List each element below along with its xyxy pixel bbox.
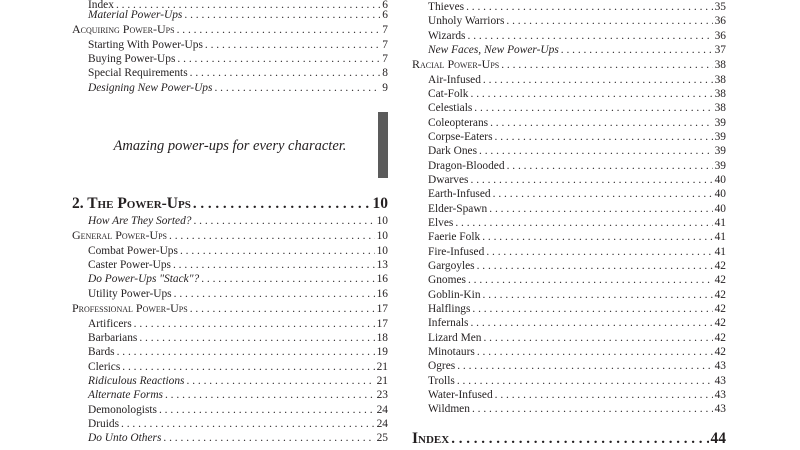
dot-leader	[190, 66, 381, 80]
entry-title: Demonologists	[88, 403, 157, 416]
entry-title: Do Unto Others	[88, 432, 162, 445]
toc-entry-utility-power-ups[interactable]	[72, 287, 388, 301]
toc-entry-unholy-warriors[interactable]	[412, 14, 726, 28]
page-number: 18	[376, 331, 388, 344]
page-number: 39	[714, 159, 726, 172]
toc-entry-artificers[interactable]	[72, 317, 388, 331]
entry-title: Designing New Power-Ups	[88, 81, 213, 94]
toc-entry-special-requirements[interactable]	[72, 66, 388, 80]
entry-title: Index	[412, 429, 450, 447]
entry-title: Dark Ones	[428, 145, 478, 158]
entry-title: Caster Power-Ups	[88, 259, 171, 272]
dot-leader	[483, 331, 712, 345]
dot-leader	[489, 202, 712, 216]
toc-entry-bards[interactable]	[72, 345, 388, 359]
toc-entry-water-infused[interactable]	[412, 388, 726, 402]
page-number: 24	[376, 417, 388, 430]
entry-title: Bards	[88, 346, 115, 359]
entry-title: Acquiring Power-Ups	[72, 22, 175, 37]
toc-entry-dragon-blooded[interactable]	[412, 159, 726, 173]
entry-title: Elder-Spawn	[428, 202, 488, 215]
dot-leader	[177, 23, 381, 38]
page-number: 44	[710, 429, 726, 447]
dot-leader	[116, 0, 380, 8]
page-number: 43	[714, 374, 726, 387]
entry-title: Racial Power-Ups	[412, 57, 500, 72]
toc-entry-corpse-eaters[interactable]	[412, 130, 726, 144]
dot-leader	[477, 345, 713, 359]
toc-entry-minotaurs[interactable]	[412, 345, 726, 359]
dot-leader	[457, 374, 713, 388]
dot-leader	[201, 272, 374, 286]
entry-title: Starting With Power-Ups	[88, 38, 203, 51]
dot-leader	[468, 29, 713, 43]
dot-leader	[472, 302, 712, 316]
toc-entry-fire-infused[interactable]	[412, 245, 726, 259]
page-number: 42	[714, 288, 726, 301]
page-number: 38	[714, 59, 726, 72]
entry-title: Elves	[428, 217, 454, 230]
toc-entry-buying-power-ups[interactable]	[72, 52, 388, 66]
toc-entry-trolls[interactable]	[412, 374, 726, 388]
entry-title: Alternate Forms	[88, 389, 163, 402]
toc-entry-earth-infused[interactable]	[412, 187, 726, 201]
toc-entry-dwarves[interactable]	[412, 173, 726, 187]
page-number: 16	[376, 273, 388, 286]
entry-title: Buying Power-Ups	[88, 53, 176, 66]
toc-entry-gnomes[interactable]	[412, 273, 726, 287]
dot-leader	[163, 431, 374, 445]
dot-leader	[470, 316, 712, 330]
entry-title: Clerics	[88, 360, 121, 373]
toc-entry-new-faces-new-power-ups[interactable]	[412, 43, 726, 57]
toc-entry-elder-spawn[interactable]	[412, 202, 726, 216]
dot-leader	[493, 187, 713, 201]
dot-leader	[468, 273, 713, 287]
page-number: 42	[714, 274, 726, 287]
entry-title: Wildmen	[428, 403, 470, 416]
dot-leader	[205, 38, 380, 52]
dot-leader	[184, 8, 380, 22]
page-number: 7	[382, 24, 388, 37]
page-number: 8	[382, 67, 388, 80]
page-number: 39	[714, 131, 726, 144]
dot-leader	[180, 244, 375, 258]
toc-chapter-index[interactable]	[412, 429, 726, 449]
toc-entry-thieves[interactable]	[412, 0, 726, 14]
dot-leader	[466, 0, 713, 14]
page-number: 38	[714, 88, 726, 101]
page-number: 10	[376, 230, 388, 243]
dot-leader	[174, 287, 375, 301]
page-number: 23	[376, 389, 388, 402]
page-number: 40	[714, 202, 726, 215]
toc-entry-ogres[interactable]	[412, 359, 726, 373]
page-number: 43	[714, 389, 726, 402]
dot-leader	[474, 101, 712, 115]
entry-title: Faerie Folk	[428, 231, 481, 244]
entry-title: Material Power-Ups	[88, 9, 183, 21]
entry-title: Celestials	[428, 102, 473, 115]
page-number: 9	[382, 81, 388, 94]
entry-title: Dragon-Blooded	[428, 159, 505, 172]
dot-leader	[193, 194, 371, 214]
toc-entry-starting-with-power-ups[interactable]	[72, 38, 388, 52]
entry-title: Utility Power-Ups	[88, 287, 172, 300]
page-number: 24	[376, 403, 388, 416]
dot-leader	[165, 388, 375, 402]
page-number: 43	[714, 360, 726, 373]
page-number: 7	[382, 38, 388, 51]
toc-entry-wildmen[interactable]	[412, 402, 726, 416]
entry-title: Minotaurs	[428, 346, 475, 359]
page-number: 43	[714, 403, 726, 416]
entry-title: Gnomes	[428, 274, 466, 287]
toc-entry-druids[interactable]	[72, 417, 388, 431]
toc-entry-lizard-men[interactable]	[412, 331, 726, 345]
toc-entry-cat-folk[interactable]	[412, 87, 726, 101]
entry-title: Professional Power-Ups	[72, 301, 188, 316]
toc-entry-infernals[interactable]	[412, 316, 726, 330]
toc-entry-dark-ones[interactable]	[412, 144, 726, 158]
toc-entry-do-power-ups-stack[interactable]	[72, 272, 388, 286]
entry-title: Ogres	[428, 360, 456, 373]
entry-title: New Faces, New Power-Ups	[428, 43, 559, 56]
toc-entry-elves[interactable]	[412, 216, 726, 230]
toc-left-top	[72, 0, 388, 95]
entry-title: How Are They Sorted?	[88, 215, 192, 227]
dot-leader	[451, 429, 708, 449]
page-number: 40	[714, 188, 726, 201]
entry-title: Druids	[88, 417, 120, 430]
dot-leader	[482, 230, 712, 244]
dot-leader	[134, 317, 375, 331]
entry-title: Do Power-Ups "Stack"?	[88, 273, 200, 286]
toc-section-racial-power-ups[interactable]	[412, 57, 726, 73]
dot-leader	[214, 81, 380, 95]
entry-title: Corpse-Eaters	[428, 131, 493, 144]
dot-leader	[187, 374, 375, 388]
dot-leader	[486, 245, 712, 259]
dot-leader	[169, 229, 375, 244]
page-number: 36	[714, 29, 726, 42]
entry-title: Lizard Men	[428, 331, 482, 344]
page-number: 38	[714, 102, 726, 115]
dot-leader	[479, 144, 713, 158]
entry-title: Thieves	[428, 1, 465, 13]
tagline: Amazing power-ups for every character.	[113, 138, 347, 154]
entry-title: Gargoyles	[428, 260, 475, 273]
page-number: 10	[376, 215, 388, 227]
page-number: 39	[714, 116, 726, 129]
dot-leader	[471, 173, 713, 187]
dot-leader	[490, 116, 713, 130]
page-number: 21	[376, 360, 388, 373]
toc-entry-designing-new-power-ups[interactable]	[72, 81, 388, 95]
dot-leader	[193, 214, 374, 228]
dot-leader	[117, 345, 375, 359]
page-number: 42	[714, 331, 726, 344]
entry-title: Air-Infused	[428, 73, 481, 86]
toc-entry-celestials[interactable]	[412, 101, 726, 115]
page-number: 38	[714, 73, 726, 86]
page-number: 10	[372, 195, 388, 212]
entry-title: Goblin-Kin	[428, 288, 481, 301]
page-number: 19	[376, 346, 388, 359]
entry-title: 2. The Power-Ups	[72, 195, 191, 212]
dot-leader	[506, 14, 712, 28]
toc-entry-alternate-forms[interactable]	[72, 388, 388, 402]
page-number: 21	[376, 374, 388, 387]
entry-title: Combat Power-Ups	[88, 244, 178, 257]
dot-leader	[507, 159, 713, 173]
toc-entry-wizards[interactable]	[412, 29, 726, 43]
page-number: 36	[714, 15, 726, 28]
page-number: 41	[714, 217, 726, 230]
toc-section-professional-power-ups[interactable]	[72, 301, 388, 317]
entry-title: Halflings	[428, 303, 471, 316]
page-number: 16	[376, 287, 388, 300]
dot-leader	[139, 331, 374, 345]
dot-leader	[501, 58, 712, 73]
toc-entry-index[interactable]	[72, 0, 388, 8]
page-number: 10	[376, 244, 388, 257]
toc-entry-how-are-they-sorted[interactable]	[72, 214, 388, 228]
dot-leader	[471, 87, 713, 101]
toc-entry-gargoyles[interactable]	[412, 259, 726, 273]
page-number: 17	[376, 317, 388, 330]
toc-left-bottom	[72, 194, 388, 446]
toc-entry-clerics[interactable]	[72, 360, 388, 374]
toc-entry-faerie-folk[interactable]	[412, 230, 726, 244]
dot-leader	[121, 417, 375, 431]
toc-right	[412, 0, 726, 449]
entry-title: Infernals	[428, 317, 469, 330]
entry-title: Earth-Infused	[428, 188, 491, 201]
toc-chapter-2-the-power-ups[interactable]	[72, 194, 388, 214]
page-number: 40	[714, 174, 726, 187]
toc-entry-air-infused[interactable]	[412, 73, 726, 87]
toc-entry-material-power-ups[interactable]	[72, 8, 388, 22]
page-number: 42	[714, 346, 726, 359]
entry-title: Fire-Infused	[428, 245, 485, 258]
page-number: 41	[714, 245, 726, 258]
entry-title: Special Requirements	[88, 67, 188, 80]
toc-section-general-power-ups[interactable]	[72, 228, 388, 244]
toc-entry-demonologists[interactable]	[72, 403, 388, 417]
page-number: 17	[376, 303, 388, 316]
spacer	[412, 417, 726, 429]
entry-title: Wizards	[428, 29, 466, 42]
dot-leader	[159, 403, 375, 417]
toc-entry-caster-power-ups[interactable]	[72, 258, 388, 272]
dot-leader	[457, 359, 712, 373]
dot-leader	[483, 288, 713, 302]
dot-leader	[495, 388, 713, 402]
dot-leader	[472, 402, 713, 416]
page-number: 42	[714, 317, 726, 330]
dot-leader	[495, 130, 713, 144]
entry-title: Water-Infused	[428, 389, 493, 402]
toc-entry-halflings[interactable]	[412, 302, 726, 316]
entry-title: Ridiculous Reactions	[88, 374, 185, 387]
toc-entry-do-unto-others[interactable]	[72, 431, 388, 445]
entry-title: General Power-Ups	[72, 228, 168, 243]
dot-leader	[483, 73, 713, 87]
page-number: 13	[376, 259, 388, 272]
entry-title: Artificers	[88, 317, 132, 330]
toc-entry-coleopterans[interactable]	[412, 116, 726, 130]
page-number: 35	[714, 1, 726, 13]
toc-entry-barbarians[interactable]	[72, 331, 388, 345]
page-number: 7	[382, 53, 388, 66]
entry-title: Dwarves	[428, 174, 469, 187]
dot-leader	[561, 43, 713, 57]
toc-entry-ridiculous-reactions[interactable]	[72, 374, 388, 388]
entry-title: Cat-Folk	[428, 88, 469, 101]
page-number: 25	[376, 432, 388, 445]
toc-entry-goblin-kin[interactable]	[412, 288, 726, 302]
page-number: 41	[714, 231, 726, 244]
dot-leader	[177, 52, 380, 66]
entry-title: Coleopterans	[428, 116, 489, 129]
page-number: 37	[714, 43, 726, 56]
entry-title: Trolls	[428, 374, 455, 387]
entry-title: Barbarians	[88, 331, 138, 344]
dot-leader	[122, 360, 374, 374]
dot-leader	[190, 302, 375, 317]
toc-entry-combat-power-ups[interactable]	[72, 244, 388, 258]
page-number: 42	[714, 303, 726, 316]
page-number: 42	[714, 260, 726, 273]
entry-title: Index	[88, 0, 114, 8]
toc-section-acquiring-power-ups[interactable]	[72, 22, 388, 38]
page-number: 39	[714, 145, 726, 158]
dot-leader	[173, 258, 375, 272]
dot-leader	[477, 259, 713, 273]
page-number: 6	[382, 0, 388, 8]
entry-title: Unholy Warriors	[428, 15, 505, 28]
dot-leader	[455, 216, 712, 230]
page-number: 6	[382, 9, 388, 21]
